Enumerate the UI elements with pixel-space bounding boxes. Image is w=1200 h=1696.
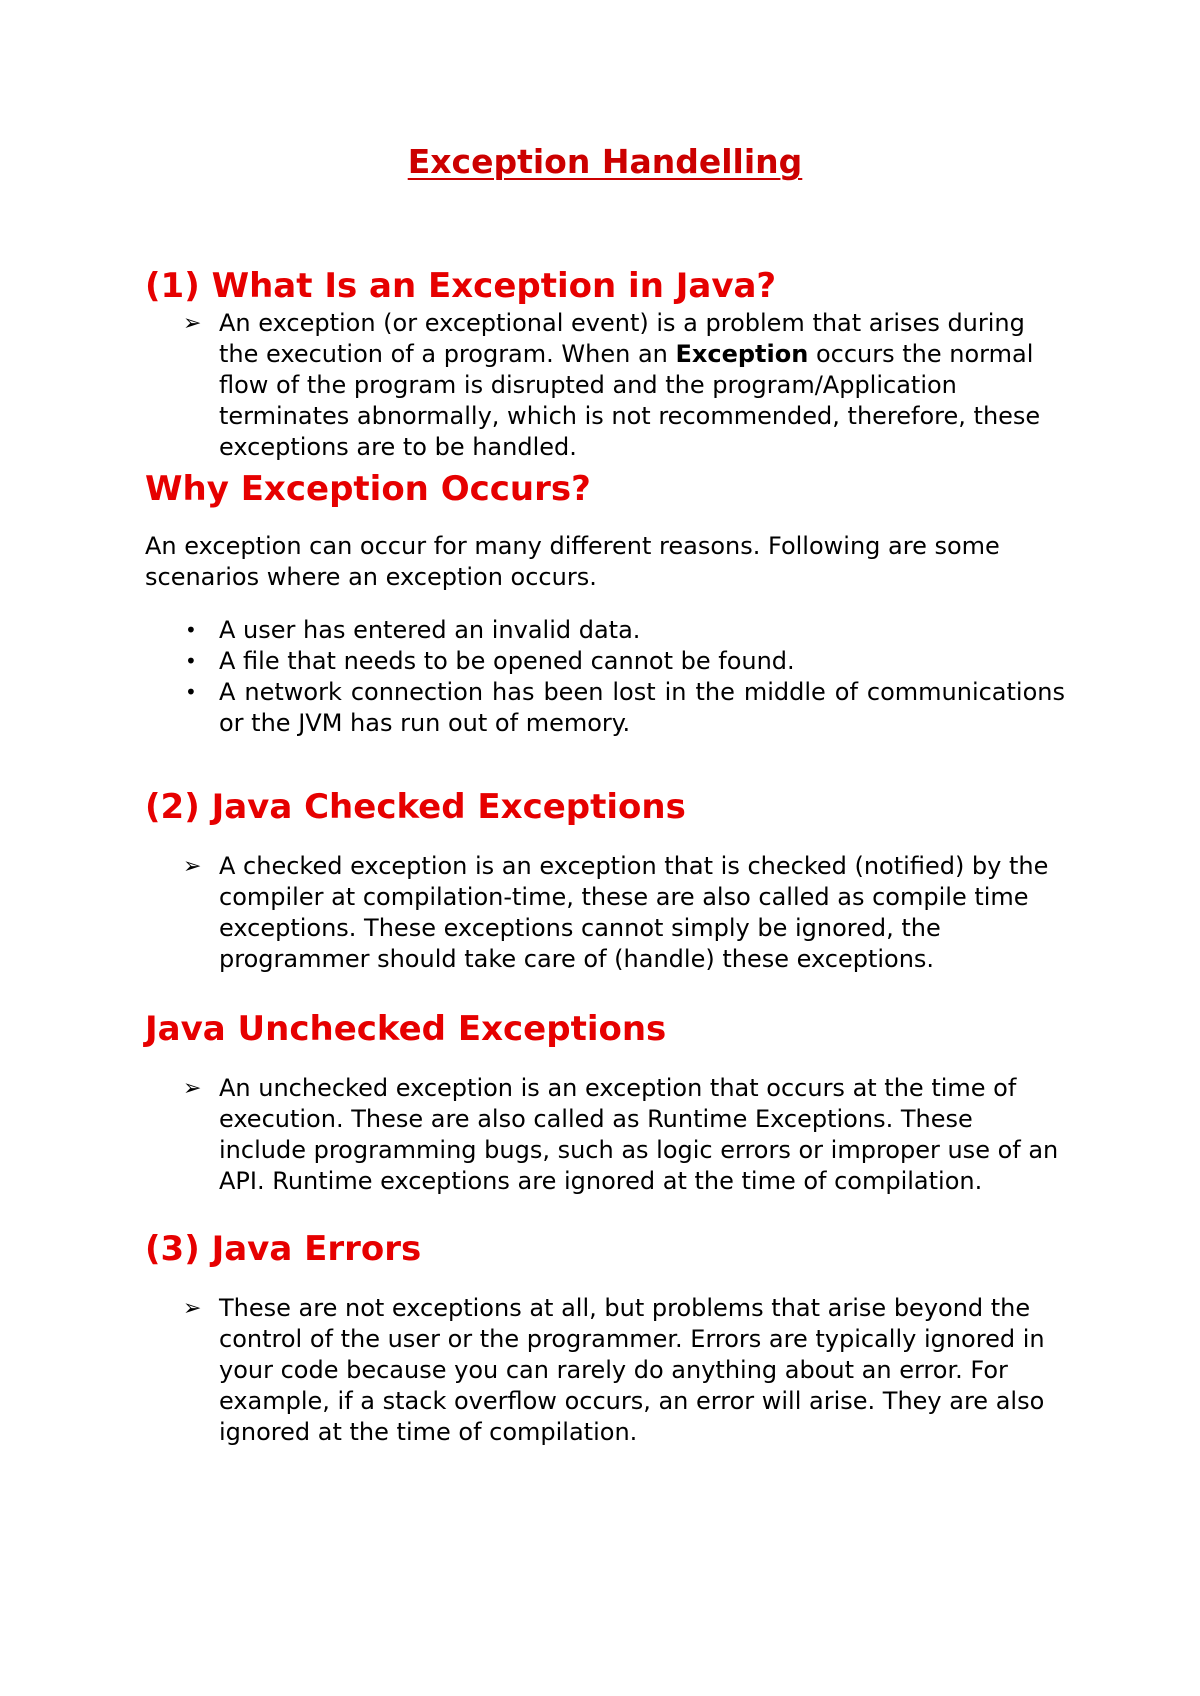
list-item-text: A network connection has been lost in the middle of communications or the JVM has run out of memory. (219, 678, 1065, 737)
unchecked-exceptions-list (145, 1073, 1065, 1197)
arrow-bullet-icon: ➢ (183, 1296, 202, 1321)
why-reasons-list (145, 615, 1065, 739)
list-item (145, 1293, 1065, 1448)
list-item-text: A file that needs to be opened cannot be found. (219, 647, 795, 675)
heading-why-exception-occurs: Why Exception Occurs? (145, 469, 591, 509)
arrow-bullet-icon: ➢ (183, 311, 202, 336)
heading-unchecked-exceptions: Java Unchecked Exceptions (145, 1009, 667, 1049)
dot-bullet-icon: • (185, 680, 197, 704)
what-is-exception-list (145, 308, 1065, 463)
document-page (145, 140, 1065, 1448)
list-item (145, 851, 1065, 975)
dot-bullet-icon: • (185, 649, 197, 673)
bullet-text-part2: occurs the normal flow of the program is disrupted and the program/Application terminates abnormally, which is not recommended, therefore, these exceptions are to be handled. (219, 340, 1041, 461)
list-item-text: A user has entered an invalid data. (219, 616, 641, 644)
dot-bullet-icon: • (185, 618, 197, 642)
heading-checked-exceptions: (2) Java Checked Exceptions (145, 787, 686, 827)
list-item-text: These are not exceptions at all, but problems that arise beyond the control of the user or the programmer. Errors are typically ignored in your code because you can rarely do anything about an error. For example, if a stack overflow occurs, an error will arise. They are also ignored at the time of compilation. (219, 1294, 1045, 1446)
list-item-text: An unchecked exception is an exception that occurs at the time of execution. These are also called as Runtime Exceptions. These include programming bugs, such as logic errors or improper use of an API. Runtime exceptions are ignored at the time of compilation. (219, 1074, 1059, 1195)
arrow-bullet-icon: ➢ (183, 1076, 202, 1101)
java-errors-list (145, 1293, 1065, 1448)
why-intro-paragraph: An exception can occur for many different reasons. Following are some scenarios where an exception occurs. (145, 532, 1000, 591)
list-item (145, 677, 1065, 739)
checked-exceptions-list (145, 851, 1065, 975)
list-item (145, 646, 1065, 677)
document-title: Exception Handelling (407, 142, 803, 181)
arrow-bullet-icon: ➢ (183, 854, 202, 879)
list-item (145, 615, 1065, 646)
heading-what-is-exception: (1) What Is an Exception in Java? (145, 266, 777, 306)
bullet-text-bold: Exception (675, 340, 809, 368)
list-item-text: A checked exception is an exception that is checked (notified) by the compiler at compilation-time, these are also called as compile time exceptions. These exceptions cannot simply be ignored, the programmer should take care of (handle) these exceptions. (219, 852, 1049, 973)
list-item (145, 308, 1065, 463)
list-item (145, 1073, 1065, 1197)
heading-java-errors: (3) Java Errors (145, 1229, 422, 1269)
bullet-text-part1: An exception (or exceptional event) is a problem that arises during the execution of a program. When an (219, 309, 1025, 368)
